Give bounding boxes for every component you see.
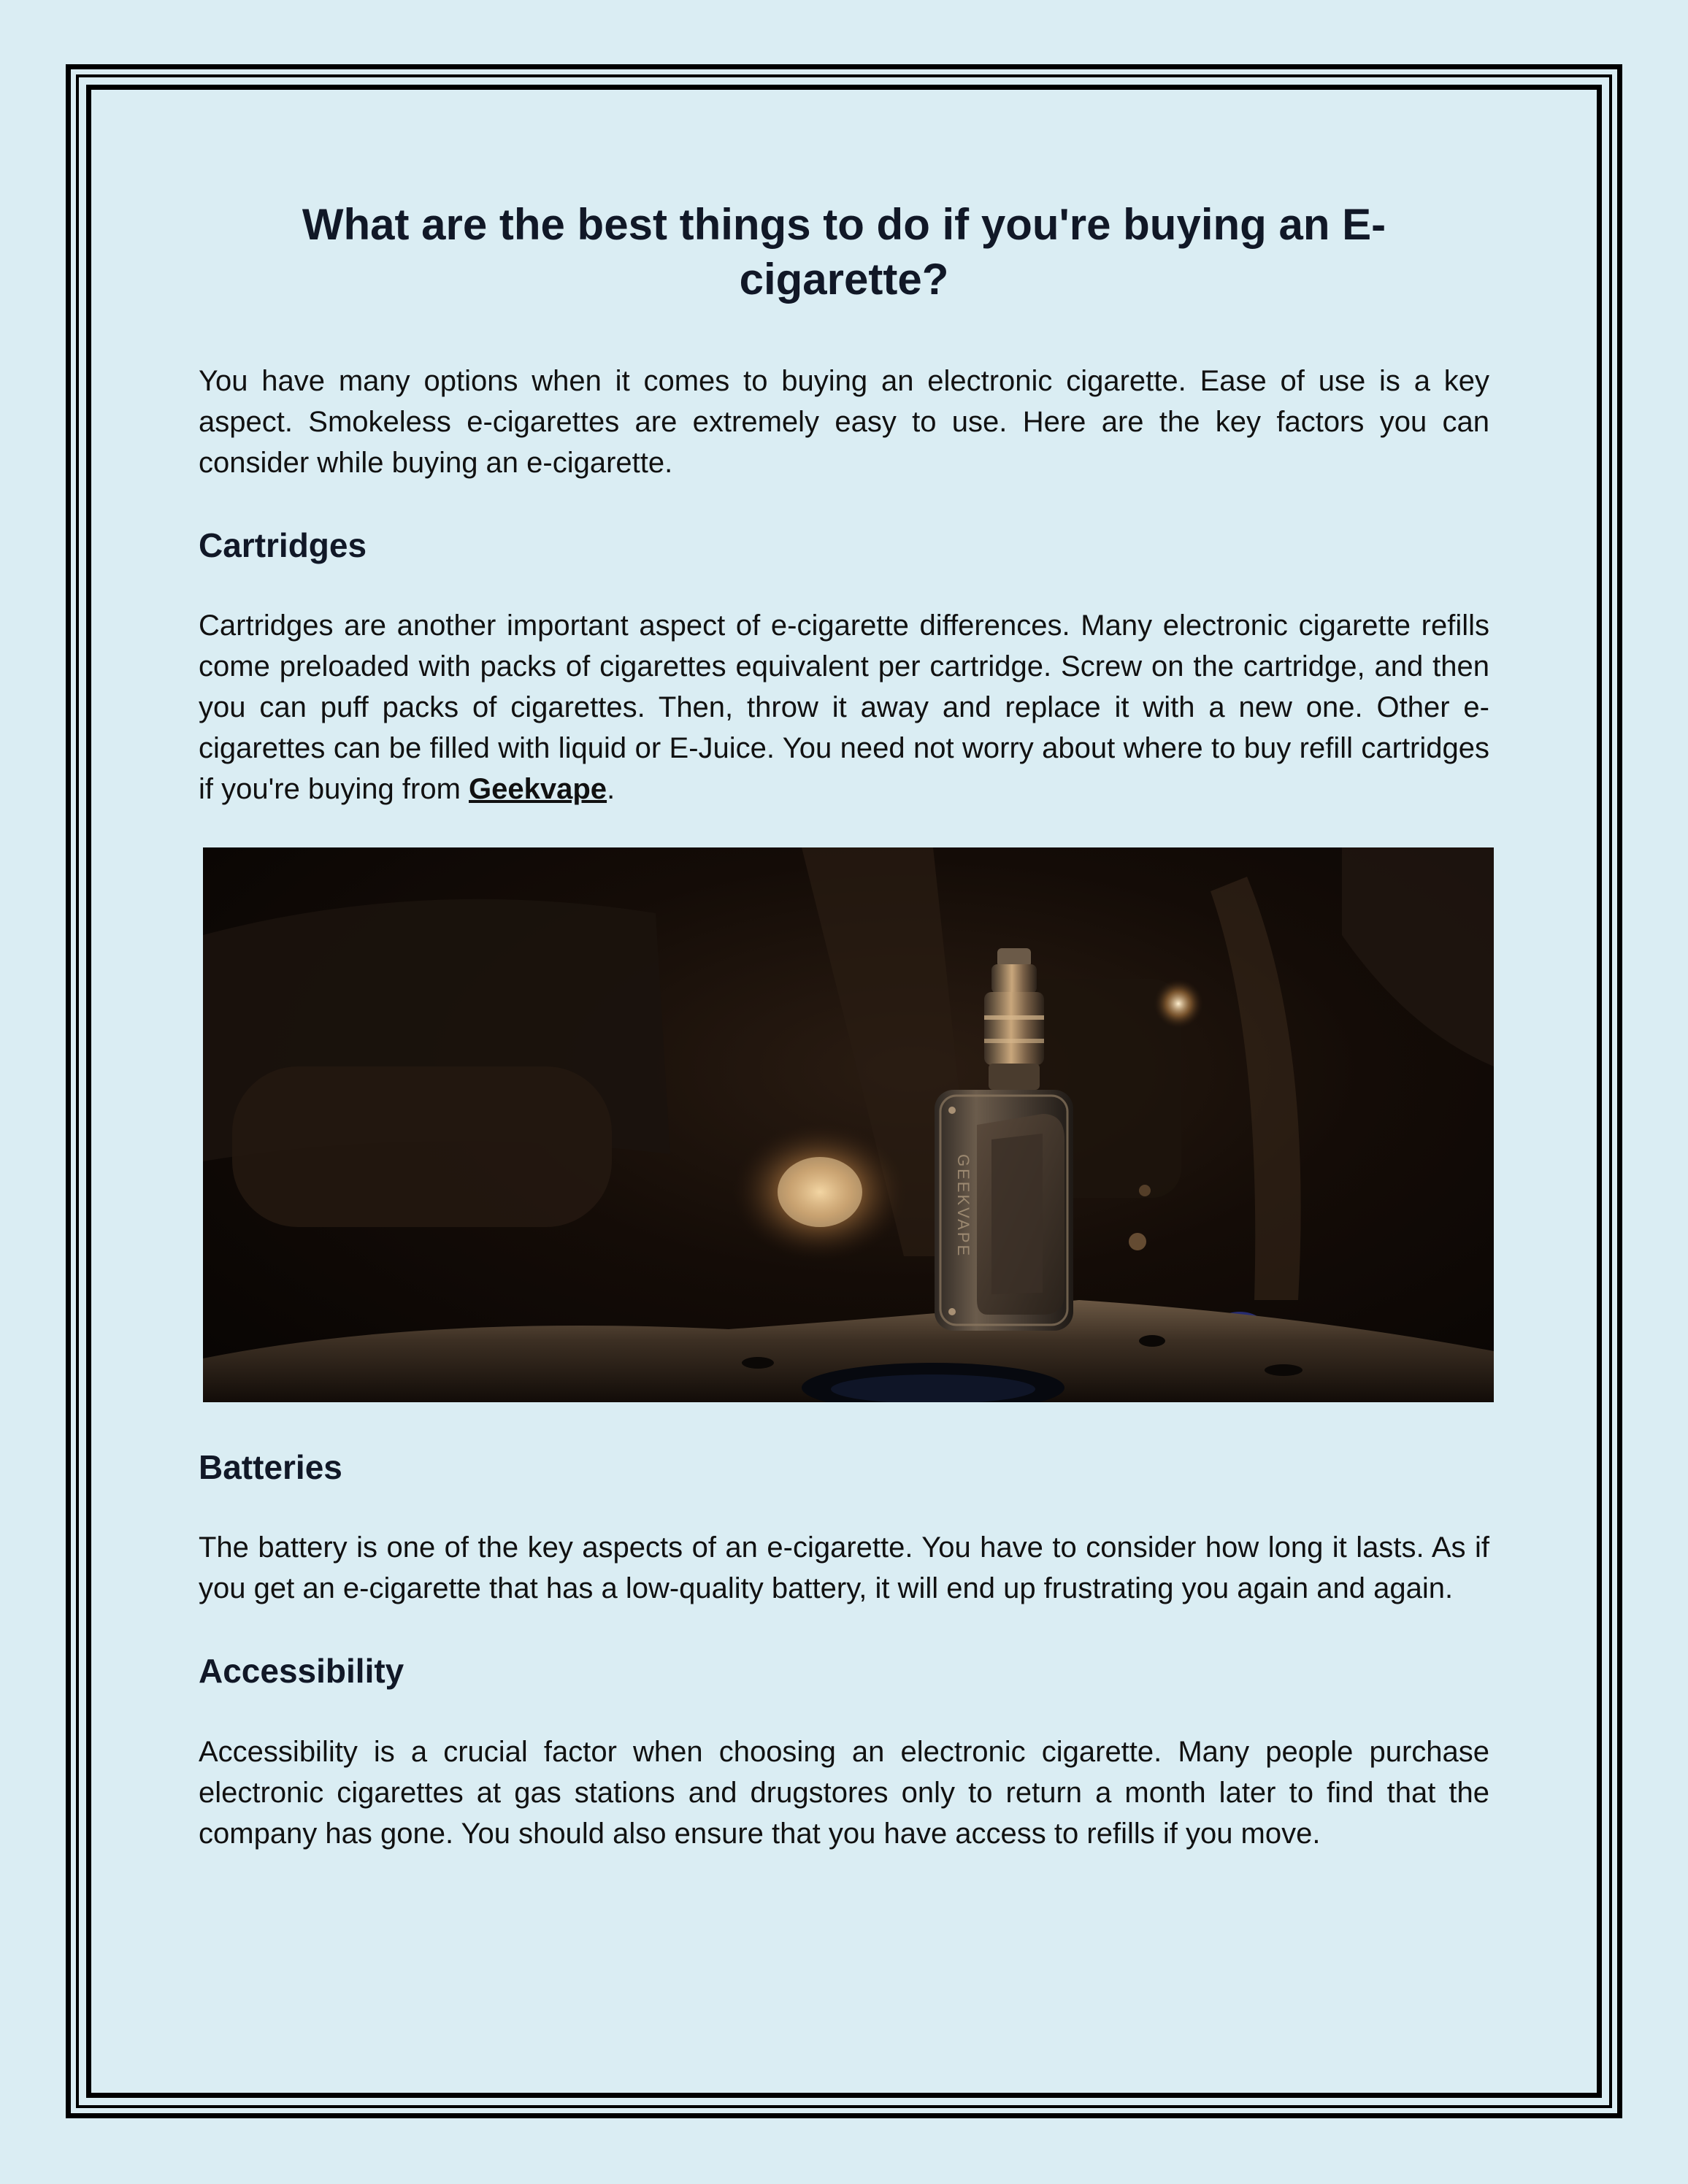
batteries-paragraph: The battery is one of the key aspects of an e-cigarette. You have to consider how long it lasts. As if you get an e-cigarette that has a low-quality battery, it will end up frustrating you again and again. (199, 1531, 1489, 1605)
cartridges-text-end: . (607, 773, 615, 806)
cartridges-text: Cartridges are another important aspect of e-cigarette differences. Many electronic cigarette refills come preloaded with packs of cigarettes equivalent per cartridge. Screw on the cartridge, and then you can puff packs of cigarettes. Then, throw it away and replace it with a new one. Other e-cigarettes can be filled with liquid or E-Juice. You need not worry about where to buy refill cartridges if you're buying from (199, 610, 1489, 806)
heading-batteries: Batteries (199, 1448, 342, 1487)
article (199, 197, 1489, 1854)
page-title: What are the best things to do if you're buying an E-cigarette? (302, 200, 1386, 304)
geekvape-link[interactable]: Geekvape (469, 773, 607, 806)
photo-illustration (203, 847, 1494, 1402)
heading-cartridges: Cartridges (199, 526, 367, 564)
accessibility-paragraph: Accessibility is a crucial factor when choosing an electronic cigarette. Many people purchase electronic cigarettes at gas stations and drugstores only to return a month later to find that the company has gone. You should also ensure that you have access to refills if you move. (199, 1735, 1489, 1850)
heading-accessibility: Accessibility (199, 1652, 404, 1691)
vape-product-photo (203, 847, 1494, 1402)
cartridges-paragraph (199, 605, 1489, 810)
intro-paragraph: You have many options when it comes to buying an electronic cigarette. Ease of use is a key aspect. Smokeless e-cigarettes are extremely easy to use. Here are the key factors you can consider while buying an e-cigarette. (199, 365, 1489, 479)
device-brand-label: GEEKVAPE (954, 1154, 972, 1258)
